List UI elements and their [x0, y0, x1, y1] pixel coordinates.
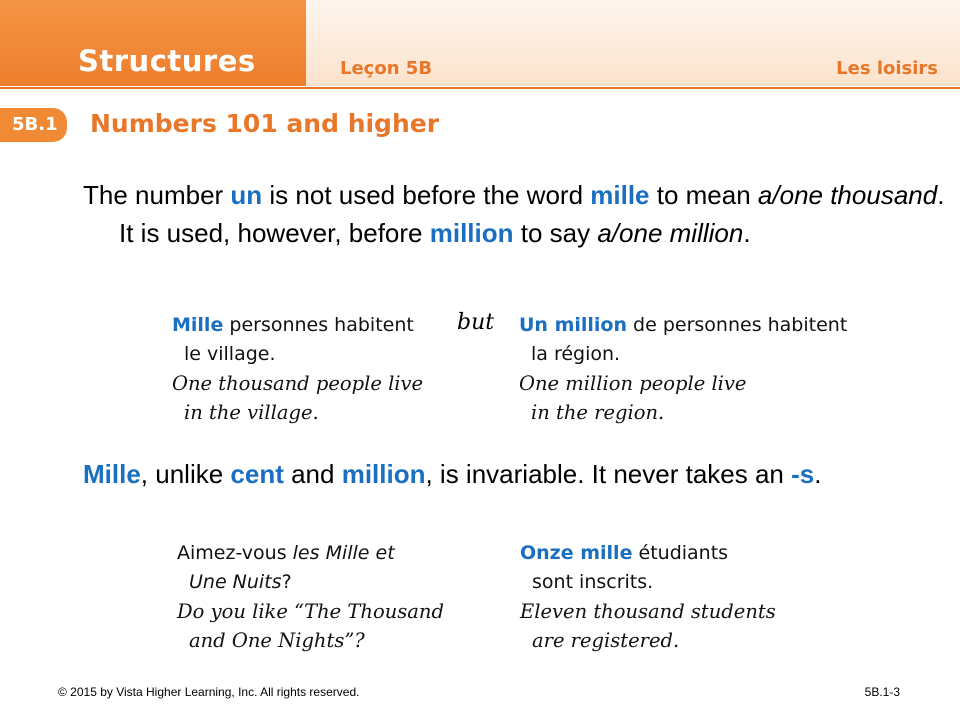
topic-label: Les loisirs	[836, 58, 938, 79]
keyword-s: -s	[791, 459, 815, 489]
text: The number	[83, 180, 231, 210]
keyword-million: million	[341, 459, 426, 489]
header-title: Structures	[78, 44, 256, 78]
example-fr-text: étudiants	[632, 542, 729, 564]
header-band	[0, 0, 960, 86]
keyword-mille: Mille	[83, 459, 141, 489]
example-fr-line	[172, 311, 423, 340]
example-mille-village	[172, 311, 423, 427]
example-en-line: are registered.	[532, 629, 680, 652]
section-code: 5B.1	[12, 114, 58, 135]
example-million-region	[519, 311, 847, 427]
example-fr-line	[177, 539, 444, 568]
text: .	[743, 218, 751, 248]
keyword-un: un	[230, 180, 263, 210]
example-en-line: One million people live	[519, 372, 747, 395]
example-keyword: Un million	[519, 314, 627, 336]
example-fr-text: de personnes habitent	[627, 314, 848, 336]
lesson-label: Leçon 5B	[340, 58, 433, 79]
text: is not used before the word	[262, 180, 591, 210]
example-fr-line: la région.	[531, 343, 621, 365]
example-fr-line	[520, 539, 776, 568]
text: , unlike	[140, 459, 231, 489]
keyword-million: million	[429, 218, 514, 248]
text: and	[283, 459, 342, 489]
slide-number: 5B.1-3	[864, 685, 900, 699]
connector-but: but	[457, 310, 495, 335]
example-en-line: Eleven thousand students	[520, 600, 776, 623]
section-title: Numbers 101 and higher	[90, 109, 440, 138]
paragraph-un-mille	[83, 176, 959, 252]
text: .	[814, 459, 822, 489]
example-fr-line	[177, 568, 444, 597]
italic-gloss: a/one thousand	[757, 180, 938, 210]
keyword-cent: cent	[230, 459, 284, 489]
example-fr-line	[519, 311, 847, 340]
example-fr-text: ?	[281, 571, 292, 593]
example-keyword: Onze mille	[520, 542, 633, 564]
example-en-line: One thousand people live	[172, 372, 424, 395]
example-fr-text: personnes habitent	[223, 314, 414, 336]
example-fr-line: sont inscrits.	[532, 571, 654, 593]
text: . It is used, however, before	[119, 180, 945, 248]
example-en-line: and One Nights”?	[189, 629, 365, 652]
text: to say	[513, 218, 598, 248]
paragraph-mille-invariable	[83, 455, 959, 493]
example-en-line: in the region.	[531, 401, 665, 424]
keyword-mille: mille	[590, 180, 650, 210]
example-fr-italic: les Mille et	[292, 542, 395, 564]
example-fr-text: Aimez-vous	[177, 542, 293, 564]
text: , is invariable. It never takes an	[425, 459, 792, 489]
text: to mean	[649, 180, 758, 210]
example-en-line: in the village.	[184, 401, 319, 424]
footer-copyright: © 2015 by Vista Higher Learning, Inc. All rights reserved.	[58, 685, 360, 699]
example-onze-mille	[520, 539, 776, 655]
example-keyword: Mille	[172, 314, 224, 336]
header-divider	[0, 87, 960, 89]
example-en-line: Do you like “The Thousand	[177, 600, 444, 623]
italic-gloss: a/one million	[597, 218, 744, 248]
example-fr-italic: Une Nuits	[189, 571, 282, 593]
example-mille-nuits	[177, 539, 444, 655]
example-fr-line: le village.	[184, 343, 276, 365]
